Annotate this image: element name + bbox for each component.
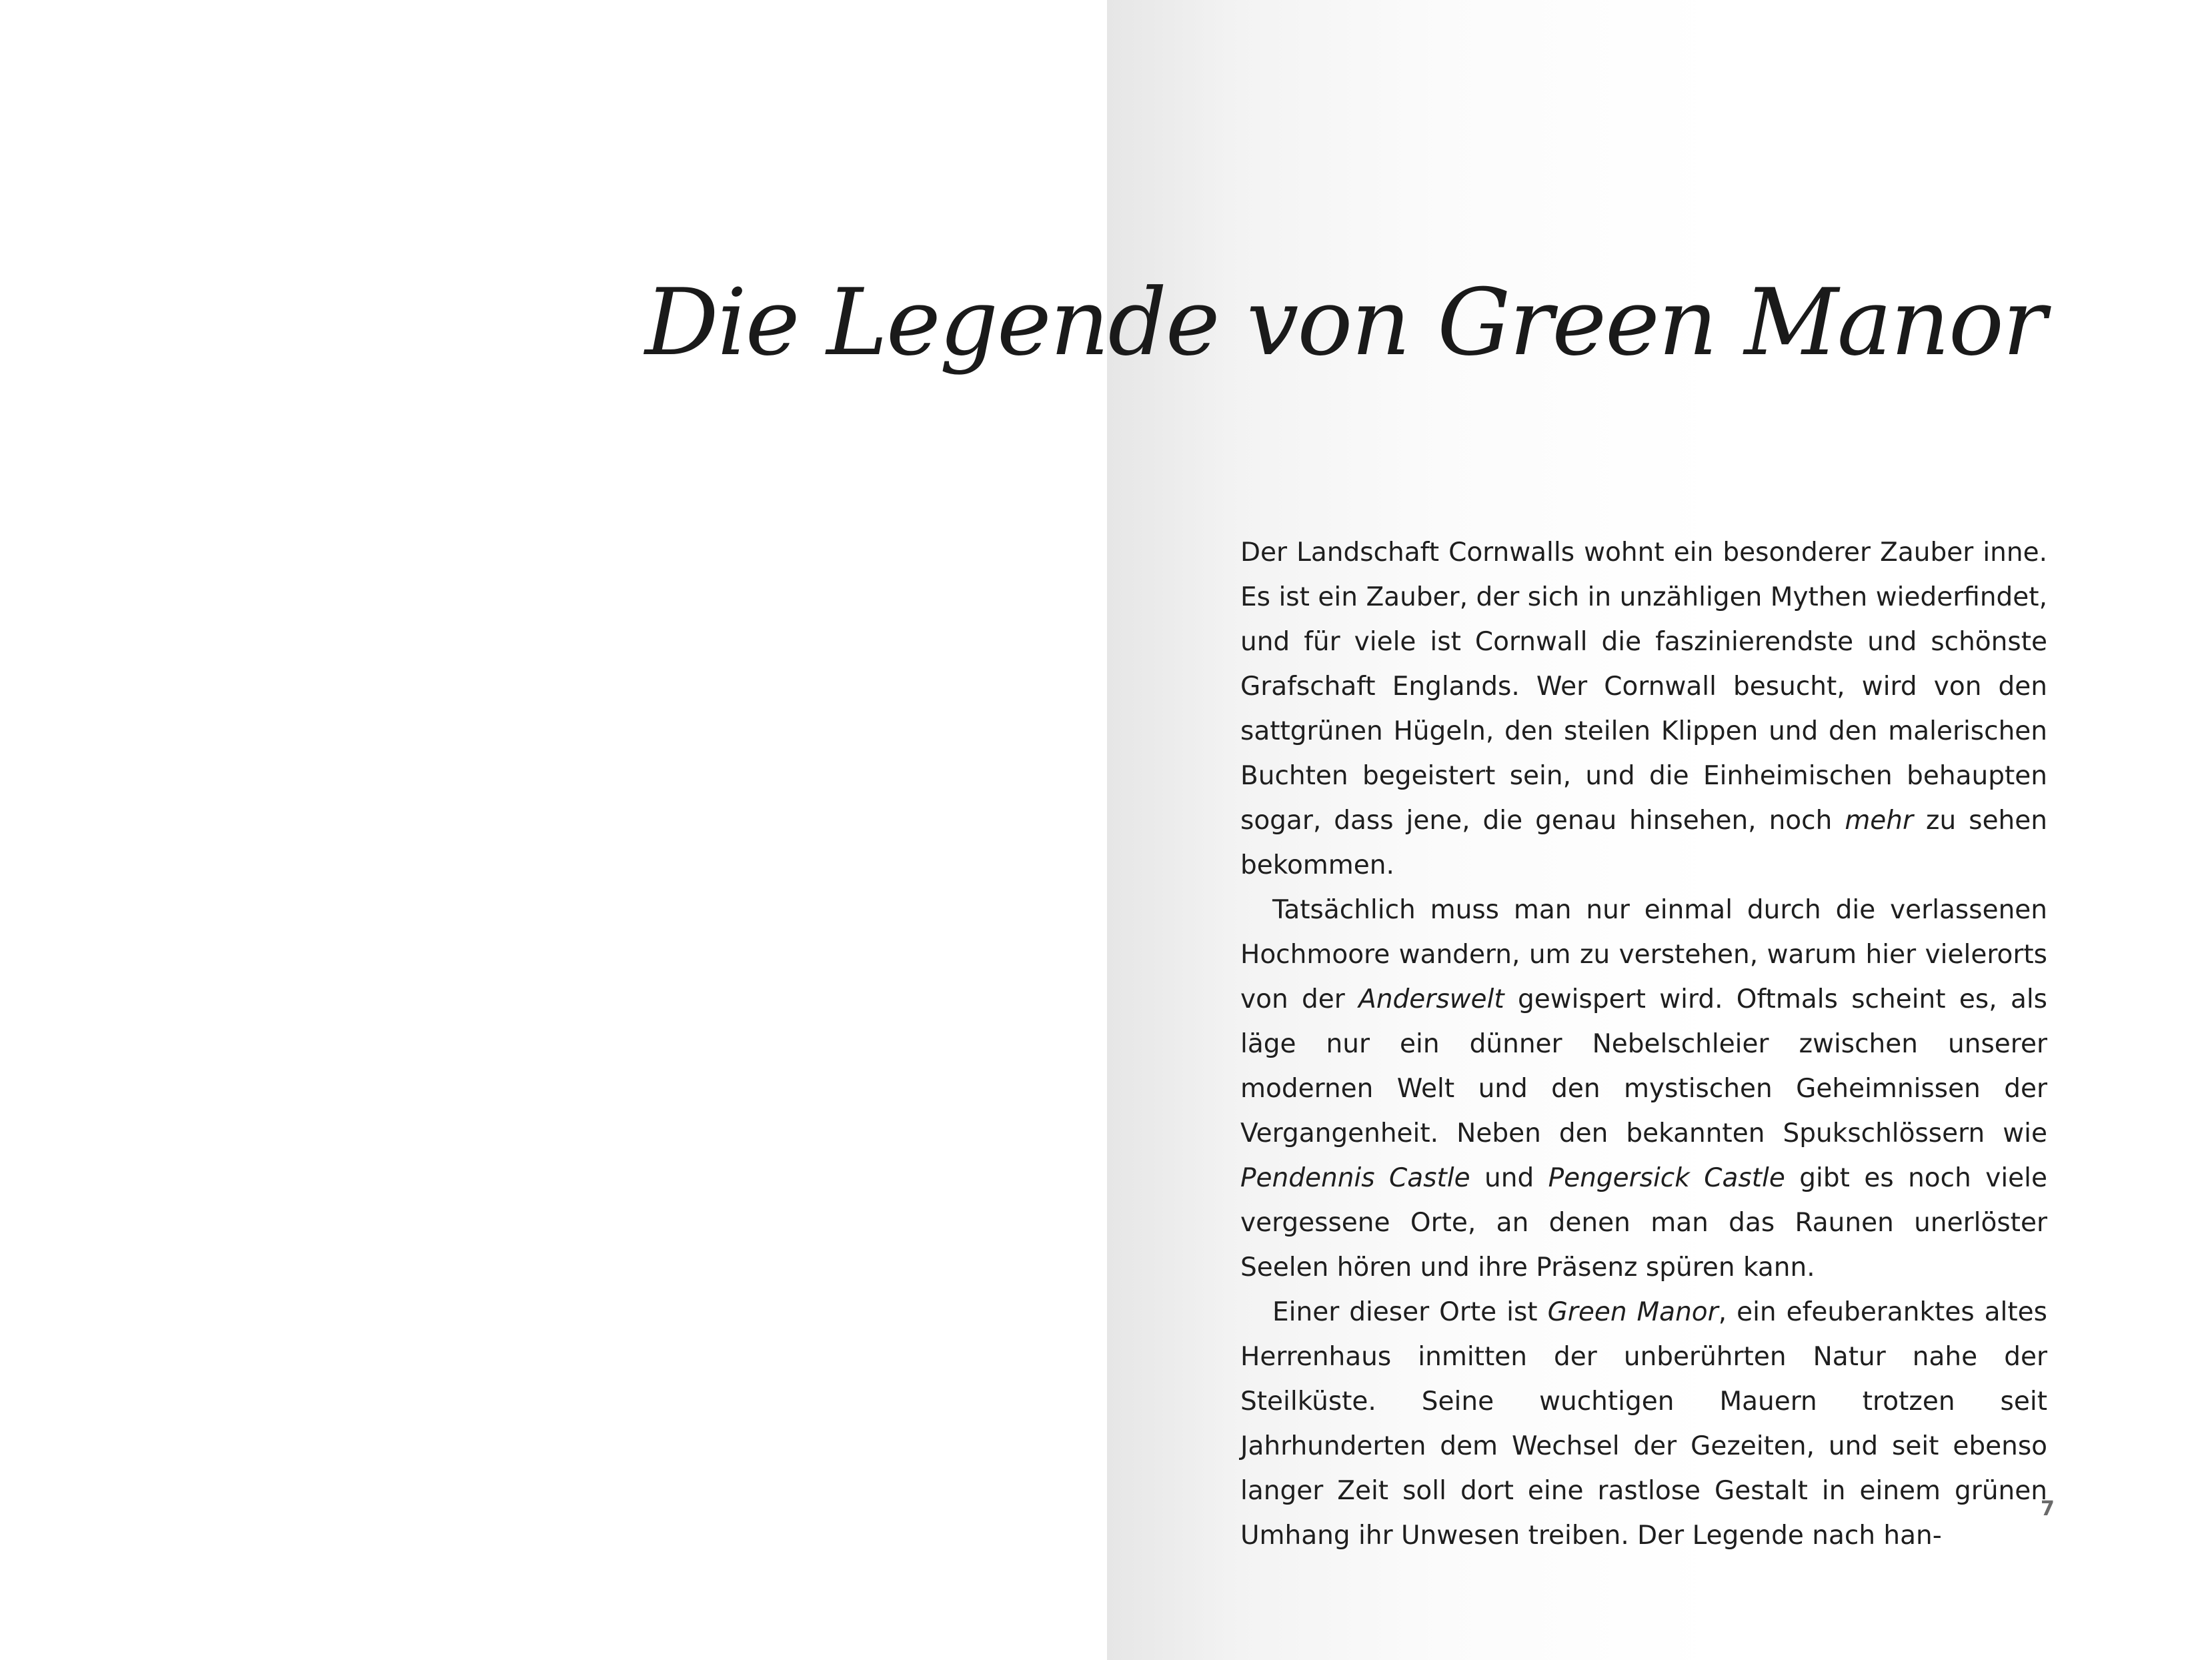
right-page (645, 0, 2212, 1660)
text-run: gewispert wird. Oftmals scheint es, als läge nur ein dünner Nebelschleier zwischen unserer modernen Welt und den mystischen Geheimnissen der Vergangenheit. Neben den bekannten Spukschlössern wie (1240, 984, 2047, 1148)
italic-text-run: Pengersick Castle (1548, 1163, 1785, 1193)
body-text (1240, 530, 2047, 1558)
paragraph (1240, 530, 2047, 888)
text-run: , ein efeuberanktes altes Herrenhaus inmitten der unberührten Natur nahe der Steilküste. Seine wuchtigen Mauern trotzen seit Jahrhunderten dem Wechsel der Gezeiten, und seit ebenso langer Zeit soll dort eine rastlose Gestalt in einem grünen Umhang ihr Unwesen treiben. Der Legende nach han- (1240, 1297, 2047, 1551)
text-run: Tatsächlich muss man nur einmal durch die verlassenen Hochmoore wandern, um zu verstehen, warum hier vielerorts von der (1240, 895, 2047, 1014)
paragraph (1240, 888, 2047, 1290)
italic-text-run: Green Manor (1547, 1297, 1719, 1327)
text-run: Der Landschaft Cornwalls wohnt ein besonderer Zauber inne. Es ist ein Zauber, der sich in unzähligen Mythen wiederfindet, und für viele ist Cornwall die faszinierendste und schönste Grafschaft Englands. Wer Cornwall besucht, wird von den sattgrünen Hügeln, den steilen Klippen und den malerischen Buchten begeistert sein, und die Einheimischen behaupten sogar, dass jene, die genau hinsehen, noch (1240, 538, 2047, 836)
text-run: und (1470, 1163, 1548, 1193)
page-number: 7 (2041, 1497, 2055, 1521)
text-run: gibt es noch viele vergessene Orte, an denen man das Raunen unerlöster Seelen hören und ihre Präsenz spüren kann. (1240, 1163, 2047, 1283)
text-run: Einer dieser Orte ist (1272, 1297, 1548, 1327)
italic-text-run: mehr (1845, 806, 1914, 836)
paragraph (1240, 1290, 2047, 1558)
italic-text-run: Pendennis Castle (1240, 1163, 1470, 1193)
italic-text-run: Anderswelt (1358, 984, 1504, 1014)
text-run: zu sehen bekommen. (1240, 806, 2047, 880)
chapter-title: Die Legende von Green Manor (645, 269, 2045, 376)
